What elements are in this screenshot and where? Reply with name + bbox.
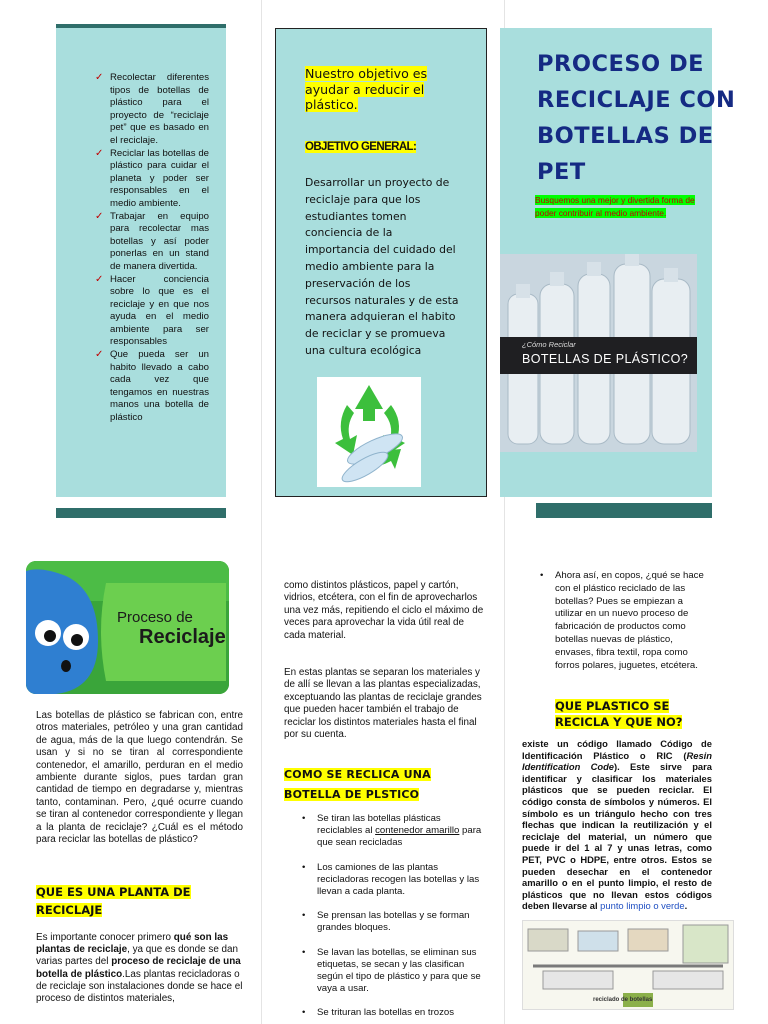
bottle-manufacture-paragraph: Las botellas de plástico se fabrican con, entre otros materiales, petróleo y una gran cantidad de agua, más de la que luego contendrán. Se usan y si no se tiran al correspondiente contenedor, el amarillo, perduran en el medio ambiente durante siglos, pues tardan gran cantidad de tiempo en degradarse y, mientras tanto, contaminan. Pero, ¿qué ocurre cuando se tiran al contenedor correspondiente y llegan a la planta de reciclaje? ¿Cuál es el método para reciclar las botellas de plástico?	[36, 710, 243, 846]
ric-code-paragraph: existe un código llamado Código de Identificación Plástico o RIC (Resin Identification Code). Este sirve para identificar y clasificar los materiales plásticos que se pueden reciclar. El código consta de símbolos y números. El símbolo es un triángulo hecho con tres flechas que indican la reutilización y el reciclaje del material, un número que puede ir del 1 al 7 y unas letras, como PET, PVC o HDPE, entre otros. Estos se pueden desechar en el contenedor amarillo o en el punto limpio, el resto de plásticos que no llevan estos códigos deben llevarse al punto limpio o verde.	[522, 738, 713, 912]
goals-checklist	[95, 72, 209, 425]
how-to-recycle-heading: COMO SE RECLICA UNA BOTELLA DE PLSTICO	[284, 768, 431, 801]
recycle-symbol-image	[317, 377, 421, 487]
bullet-icon: •	[302, 1007, 306, 1019]
bottles-caption-small: ¿Cómo Reciclar	[522, 340, 576, 349]
punto-limpio-link[interactable]: punto limpio o verde	[600, 900, 685, 912]
planta-reciclaje-paragraph: Es importante conocer primero qué son las plantas de reciclaje, ya que es donde se dan varias partes del proceso de reciclaje de una botella de plástico.Las plantas recicladoras o de reciclaje son instalaciones donde se hace el proceso de distintos materiales,	[36, 932, 243, 1005]
list-item: • Se prensan las botellas y se forman grandes bloques.	[302, 910, 470, 934]
checklist-item: ✓ Hacer conciencia sobre lo que es el reciclaje y en que nos ayuda en el medio ambiente para ser responsables	[95, 273, 209, 348]
list-item: • Ahora así, en copos, ¿qué se hace con el plástico reciclado de las botellas? Pues se empiezan a utilizar en un nuevo proceso de fabricación de productos como botellas nuevas de plástico, envases, fibra textil, ropa como forros polares, juguetes, etcétera.	[540, 570, 704, 671]
bullet-icon: •	[302, 910, 306, 922]
proceso-reciclaje-image	[26, 561, 229, 694]
teal-bar-bottom-left	[56, 508, 226, 518]
checklist-item: ✓ Trabajar en equipo para recolectar mas botellas y así poder ponerlas en un stand de manera divertida.	[95, 210, 209, 272]
bottles-caption-big: BOTELLAS DE PLÁSTICO?	[522, 352, 689, 366]
list-item: • Se trituran las botellas en trozos	[302, 1007, 455, 1019]
objective-heading: OBJETIVO GENERAL:	[305, 141, 417, 153]
reciclaje-image-text: Reciclaje	[139, 626, 226, 648]
list-item: • Se tiran las botellas plásticas reciclables al contenedor amarillo para que sean recicladas	[302, 813, 482, 849]
plastic-bottles-image	[500, 254, 697, 452]
list-item: • Se lavan las botellas, se eliminan sus etiquetas, se secan y las clasifican según el tipo de plástico y para que se vaya a usar.	[302, 946, 481, 995]
which-plastic-heading: QUE PLASTICO SE RECICLA Y QUE NO?	[555, 699, 683, 729]
check-icon: ✓	[95, 210, 104, 222]
bottles-caption-band	[500, 337, 697, 374]
checklist-item: ✓ Reciclar las botellas de plástico para cuidar el planeta y poder ser responsables en el medio ambiente.	[95, 147, 209, 209]
check-icon: ✓	[95, 72, 104, 83]
objective-body: Desarrollar un proyecto de reciclaje para que los estudiantes tomen conciencia de la importancia del cuidado del medio ambiente para la preservación de los recursos naturales y de esta manera adquieran el habito de reciclar y se promueva una cultura ecológica	[305, 176, 459, 357]
checklist-item: ✓ Recolectar diferentes tipos de botellas de plástico para el proyecto de “reciclaje pet” que es basado en el reciclaje.	[95, 72, 209, 146]
objective-intro: Nuestro objetivo es ayudar a reducir el plástico.	[305, 66, 428, 112]
list-item: • Los camiones de las plantas recicladoras recogen las botellas y las llevan a cada planta.	[302, 861, 480, 898]
recycle-steps-list	[302, 813, 486, 1024]
brochure-subtitle: Busquemos una mejor y divertida forma de poder contribuir al medio ambiente.	[535, 195, 695, 218]
teal-bar-bottom-right	[536, 503, 712, 518]
brochure-title: PROCESO DE RECICLAJE CON BOTELLAS DE PET	[537, 51, 736, 185]
bullet-icon: •	[302, 861, 306, 873]
plants-paragraph: En estas plantas se separan los materiales y de allí se llevan a las plantas especializadas, exceptuando las plantas de reciclaje grandes que pueden hacer también el trabajo de reciclar los distintos materiales hasta el final por su cuenta.	[284, 667, 482, 741]
proceso-image-text: Proceso de	[117, 609, 193, 626]
planta-reciclaje-heading: QUE ES UNA PLANTA DE RECICLAJE	[36, 885, 191, 917]
bullet-icon: •	[302, 813, 306, 824]
bullet-icon: •	[302, 946, 306, 958]
check-icon: ✓	[95, 273, 104, 285]
diagram-label: reciclado de botellas	[593, 997, 653, 1003]
reuse-list	[540, 570, 710, 672]
recycling-process-diagram	[522, 920, 734, 1010]
fold-line-1	[261, 0, 262, 1024]
bullet-icon: •	[540, 570, 544, 581]
check-icon: ✓	[95, 349, 104, 361]
checklist-item: ✓ Que pueda ser un habito llevado a cabo cada vez que tengamos en nuestras manos una botella de plástico	[95, 349, 209, 424]
check-icon: ✓	[95, 147, 104, 159]
materials-paragraph: como distintos plásticos, papel y cartón, vidrios, etcétera, con el fin de aprovecharlos una vez más, repitiendo el ciclo el máximo de veces para aprovechar la vida útil real de cada material.	[284, 580, 484, 641]
